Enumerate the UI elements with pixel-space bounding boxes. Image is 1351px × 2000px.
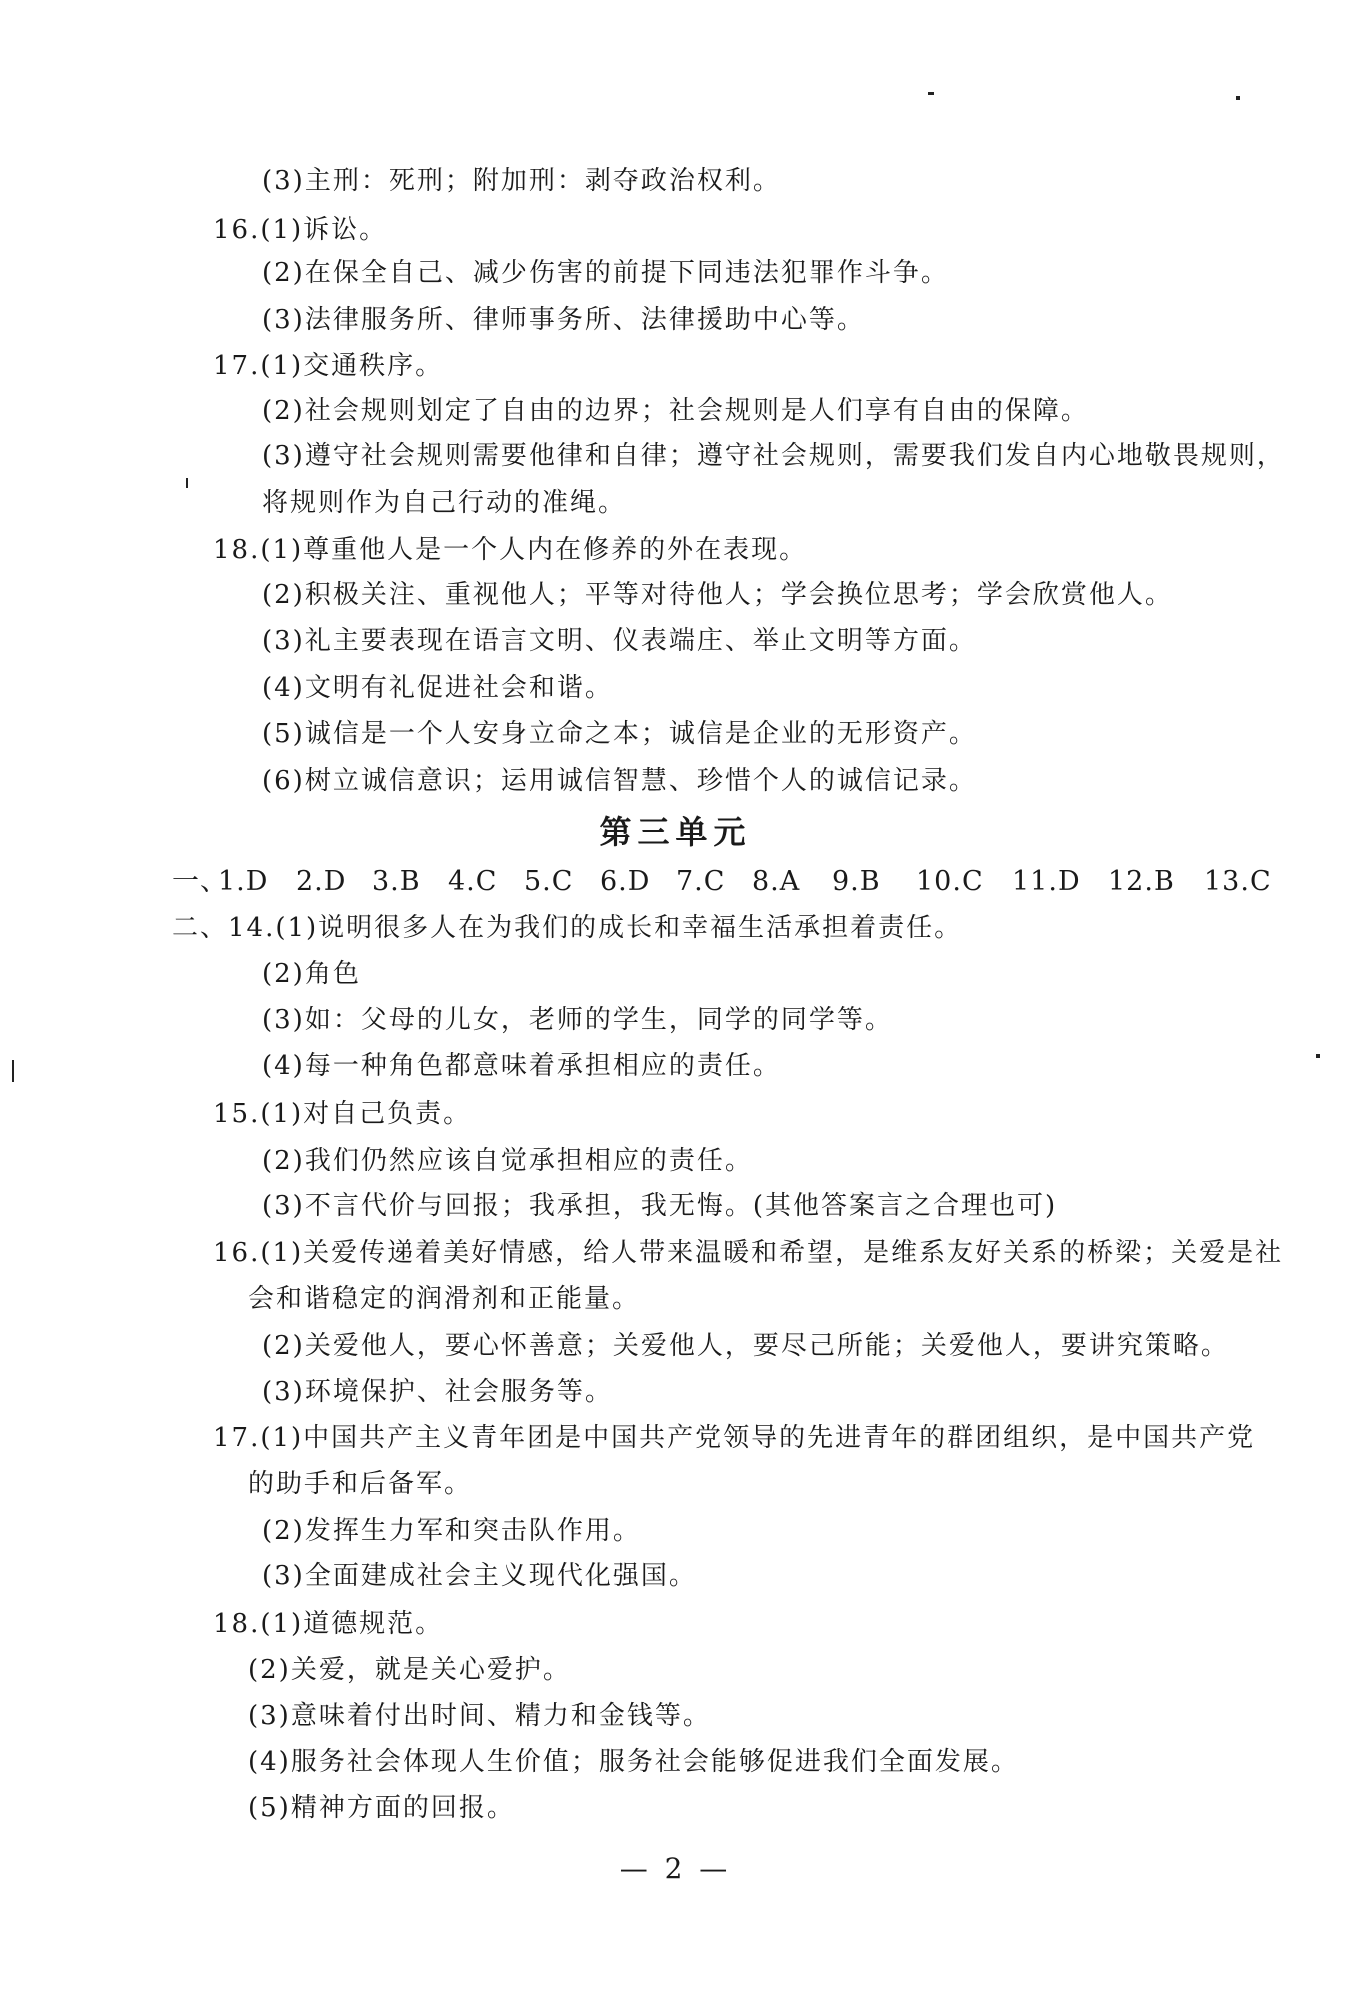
answer-line: 16.(1)诉讼。 — [213, 215, 388, 245]
answer-line: 会和谐稳定的润滑剂和正能量。 — [248, 1284, 641, 1314]
answer-line: 16.(1)关爱传递着美好情感，给人带来温暖和希望，是维系友好关系的桥梁；关爱是社 — [213, 1238, 1284, 1268]
answer-line: 将规则作为自己行动的准绳。 — [262, 488, 627, 518]
answer-line: (6)树立诚信意识；运用诚信智慧、珍惜个人的诚信记录。 — [262, 766, 977, 796]
mc-answer: 2.D — [296, 866, 347, 897]
answer-line: (2)角色 — [262, 959, 361, 989]
page-number: — 2 — — [619, 1852, 732, 1885]
answer-line: (2)社会规则划定了自由的边界；社会规则是人们享有自由的保障。 — [262, 396, 1089, 426]
answer-line: 18.(1)尊重他人是一个人内在修养的外在表现。 — [213, 535, 808, 565]
answer-line: 17.(1)中国共产主义青年团是中国共产党领导的先进青年的群团组织，是中国共产党 — [213, 1423, 1256, 1453]
answer-line: 15.(1)对自己负责。 — [213, 1099, 472, 1129]
answer-line: (4)文明有礼促进社会和谐。 — [262, 673, 613, 703]
mc-answer: 3.B — [372, 866, 421, 897]
mc-answer: 7.C — [676, 866, 726, 897]
answer-line: (2)发挥生力军和突击队作用。 — [262, 1516, 641, 1546]
answer-line: (3)礼主要表现在语言文明、仪表端庄、举止文明等方面。 — [262, 626, 977, 656]
answer-line: (3)主刑：死刑；附加刑：剥夺政治权利。 — [262, 166, 781, 196]
mc-answer: 4.C — [448, 866, 498, 897]
section-title: 第三单元 — [599, 813, 752, 851]
answer-line: (3)全面建成社会主义现代化强国。 — [262, 1561, 697, 1591]
mc-answer: 6.D — [600, 866, 651, 897]
scan-speck — [928, 92, 934, 95]
answer-line: (2)在保全自己、减少伤害的前提下同违法犯罪作斗争。 — [262, 258, 949, 288]
answer-line: (3)遵守社会规则需要他律和自律；遵守社会规则，需要我们发自内心地敬畏规则， — [262, 441, 1285, 471]
answer-line: (2)积极关注、重视他人；平等对待他人；学会换位思考；学会欣赏他人。 — [262, 580, 1173, 610]
mc-prefix: 一、 — [172, 866, 228, 897]
answer-line: 17.(1)交通秩序。 — [213, 351, 444, 381]
answer-line: (3)如：父母的儿女，老师的学生，同学的同学等。 — [262, 1005, 893, 1035]
mc-answer: 10.C — [916, 866, 984, 897]
answer-line: (5)诚信是一个人安身立命之本；诚信是企业的无形资产。 — [262, 719, 977, 749]
answer-line: 的助手和后备军。 — [248, 1469, 473, 1499]
mc-answer: 1.D — [218, 866, 269, 897]
answer-line: (5)精神方面的回报。 — [248, 1793, 515, 1823]
answer-line: (2)我们仍然应该自觉承担相应的责任。 — [262, 1146, 753, 1176]
mc-answer: 9.B — [832, 866, 881, 897]
answer-line: (2)关爱，就是关心爱护。 — [248, 1655, 571, 1685]
answer-line: (2)关爱他人，要心怀善意；关爱他人，要尽己所能；关爱他人，要讲究策略。 — [262, 1331, 1229, 1361]
answer-line: (4)服务社会体现人生价值；服务社会能够促进我们全面发展。 — [248, 1747, 1019, 1777]
scan-speck — [186, 478, 188, 488]
answer-line: (3)环境保护、社会服务等。 — [262, 1377, 613, 1407]
mc-answer: 12.B — [1108, 866, 1175, 897]
mc-answer: 11.D — [1012, 866, 1081, 897]
scan-speck — [1316, 1054, 1320, 1058]
scan-speck — [1236, 96, 1240, 100]
answer-line: (4)每一种角色都意味着承担相应的责任。 — [262, 1051, 781, 1081]
mc-answer: 5.C — [524, 866, 574, 897]
mc-answer: 13.C — [1204, 866, 1272, 897]
answer-line: (3)意味着付出时间、精力和金钱等。 — [248, 1701, 711, 1731]
answer-line: (3)法律服务所、律师事务所、法律援助中心等。 — [262, 305, 865, 335]
answer-line: (3)不言代价与回报；我承担，我无悔。(其他答案言之合理也可) — [262, 1191, 1058, 1221]
mc-answer: 8.A — [752, 866, 801, 897]
answer-line: 二、14.(1)说明很多人在为我们的成长和幸福生活承担着责任。 — [172, 913, 963, 943]
answer-line: 18.(1)道德规范。 — [213, 1609, 444, 1639]
scan-speck — [12, 1060, 14, 1082]
